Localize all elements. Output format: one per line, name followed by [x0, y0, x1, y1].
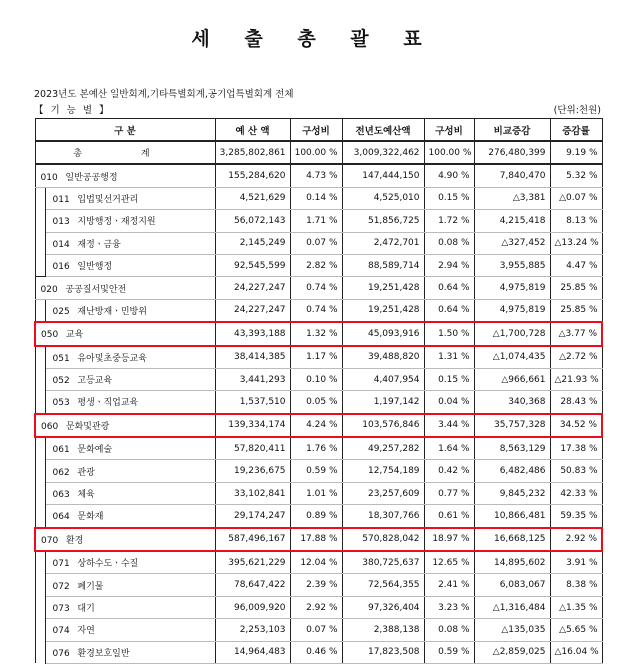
cell-budget: 2,145,249 [215, 232, 290, 254]
cell-prev-ratio: 0.08 % [424, 232, 474, 254]
row-code: 014 [52, 239, 70, 250]
row-indent [35, 254, 45, 276]
row-code: 013 [52, 217, 70, 228]
row-name: 지방행정ㆍ재정지원 [77, 217, 156, 228]
cell-rate: 4.47 % [550, 254, 602, 276]
row-name: 일반공공행정 [65, 172, 118, 183]
row-label [35, 528, 215, 551]
cell-budget: 29,174,247 [215, 505, 290, 528]
row-name: 자연 [77, 626, 95, 637]
row-indent [35, 232, 45, 254]
cell-prev: 49,257,282 [342, 437, 424, 460]
cell-budget: 24,227,247 [215, 277, 290, 299]
table-row-subcategory [35, 232, 602, 254]
cell-diff: 10,866,481 [474, 505, 550, 528]
row-name: 환경 [65, 535, 84, 546]
row-label [45, 368, 215, 390]
row-label [45, 551, 215, 574]
cell-prev-ratio: 0.77 % [424, 482, 474, 504]
cell-prev-ratio: 12.65 % [424, 551, 474, 574]
row-label [45, 574, 215, 596]
row-label [45, 232, 215, 254]
total-rate: 9.19 % [550, 141, 602, 164]
row-indent [35, 460, 45, 482]
row-label [45, 641, 215, 663]
cell-ratio: 0.59 % [290, 460, 342, 482]
cell-ratio: 2.39 % [290, 574, 342, 596]
row-label [45, 187, 215, 209]
header-budget: 예 산 액 [215, 119, 290, 142]
cell-prev: 19,251,428 [342, 277, 424, 299]
cell-prev-ratio: 2.94 % [424, 254, 474, 276]
row-label [45, 505, 215, 528]
cell-budget: 38,414,385 [215, 346, 290, 369]
cell-diff: 35,757,328 [474, 414, 550, 437]
cell-ratio: 0.05 % [290, 391, 342, 414]
cell-prev-ratio: 2.41 % [424, 574, 474, 596]
cell-ratio: 0.14 % [290, 187, 342, 209]
cell-rate: 25.85 % [550, 277, 602, 299]
cell-diff: 4,975,819 [474, 299, 550, 322]
row-name: 관광 [77, 467, 95, 478]
table-row-subcategory [35, 596, 602, 618]
row-code: 062 [52, 467, 70, 478]
cell-budget: 92,545,599 [215, 254, 290, 276]
unit-label: (단위:천원) [553, 105, 601, 116]
table-row-subcategory [35, 254, 602, 276]
cell-prev-ratio: 18.97 % [424, 528, 474, 551]
cell-rate: △1.35 % [550, 596, 602, 618]
row-code: 073 [52, 604, 70, 614]
cell-diff: 340,368 [474, 391, 550, 414]
table-row-subcategory [35, 460, 602, 482]
cell-budget: 33,102,841 [215, 482, 290, 504]
row-name: 유아및초중등교육 [77, 353, 147, 364]
row-name: 입법및선거관리 [77, 194, 139, 205]
cell-prev: 2,388,138 [342, 619, 424, 641]
cell-diff: 6,482,486 [474, 460, 550, 482]
total-ratio: 100.00 % [290, 141, 342, 164]
cell-budget: 1,537,510 [215, 391, 290, 414]
cell-budget: 14,964,483 [215, 641, 290, 663]
row-name: 문화및관광 [65, 421, 110, 432]
header-ratio: 구성비 [290, 119, 342, 142]
row-label [35, 414, 215, 437]
cell-prev: 2,472,701 [342, 232, 424, 254]
header-rate: 증감률 [550, 119, 602, 142]
row-code: 076 [52, 648, 70, 659]
budget-table [34, 118, 603, 664]
cell-prev: 88,589,714 [342, 254, 424, 276]
cell-rate: 2.92 % [550, 528, 602, 551]
total-diff: 276,480,399 [474, 141, 550, 164]
row-name: 교육 [65, 330, 84, 341]
cell-prev-ratio: 0.61 % [424, 505, 474, 528]
table-row-category [35, 277, 602, 299]
row-name: 재정ㆍ금융 [77, 239, 121, 250]
cell-rate: 25.85 % [550, 299, 602, 322]
table-row-subcategory [35, 437, 602, 460]
cell-diff: 16,668,125 [474, 528, 550, 551]
cell-rate: 3.91 % [550, 551, 602, 574]
cell-budget: 24,227,247 [215, 299, 290, 322]
row-label [45, 437, 215, 460]
table-row-subcategory [35, 210, 602, 232]
row-name: 환경보호일반 [77, 648, 130, 659]
cell-diff: 6,083,067 [474, 574, 550, 596]
table-row-subcategory [35, 391, 602, 414]
header-prev-ratio: 구성비 [424, 119, 474, 142]
cell-rate: 50.83 % [550, 460, 602, 482]
cell-prev: 147,444,150 [342, 164, 424, 187]
cell-prev: 17,823,508 [342, 641, 424, 663]
document-subtitle: 2023년도 본예산 일반회계,기타특별회계,공기업특별회계 전체 [34, 89, 294, 100]
cell-rate: 8.13 % [550, 210, 602, 232]
row-indent [35, 574, 45, 596]
row-code: 060 [41, 421, 59, 432]
row-name: 체육 [77, 490, 95, 501]
table-row-category [35, 414, 602, 437]
cell-ratio: 2.82 % [290, 254, 342, 276]
total-budget: 3,285,802,861 [215, 141, 290, 164]
cell-diff: 3,955,885 [474, 254, 550, 276]
cell-budget: 19,236,675 [215, 460, 290, 482]
cell-prev: 39,488,820 [342, 346, 424, 369]
row-label [45, 391, 215, 414]
row-name: 폐기물 [77, 581, 104, 592]
cell-diff: △135,035 [474, 619, 550, 641]
table-row-subcategory [35, 187, 602, 209]
total-label: 총 계 [35, 141, 215, 164]
cell-prev-ratio: 0.64 % [424, 277, 474, 299]
cell-budget: 56,072,143 [215, 210, 290, 232]
row-indent [35, 346, 45, 369]
row-indent [35, 210, 45, 232]
row-label [35, 164, 215, 187]
cell-prev: 4,525,010 [342, 187, 424, 209]
cell-budget: 395,621,229 [215, 551, 290, 574]
cell-ratio: 0.46 % [290, 641, 342, 663]
row-code: 020 [40, 284, 58, 295]
cell-budget: 78,647,422 [215, 574, 290, 596]
cell-prev: 570,828,042 [342, 528, 424, 551]
cell-ratio: 4.24 % [290, 414, 342, 437]
row-indent [35, 505, 45, 528]
cell-diff: △1,700,728 [474, 322, 550, 345]
row-name: 평생ㆍ직업교육 [77, 398, 139, 409]
cell-prev: 19,251,428 [342, 299, 424, 322]
cell-ratio: 17.88 % [290, 528, 342, 551]
cell-prev: 4,407,954 [342, 368, 424, 390]
cell-budget: 3,441,293 [215, 368, 290, 390]
table-row-subcategory [35, 368, 602, 390]
cell-diff: 8,563,129 [474, 437, 550, 460]
cell-rate: 17.38 % [550, 437, 602, 460]
cell-diff: △1,074,435 [474, 346, 550, 369]
row-label [45, 482, 215, 504]
cell-diff: 4,975,819 [474, 277, 550, 299]
table-row-subcategory [35, 619, 602, 641]
table-row-category [35, 164, 602, 187]
row-indent [35, 482, 45, 504]
cell-prev: 380,725,637 [342, 551, 424, 574]
row-indent [35, 596, 45, 618]
cell-diff: 9,845,232 [474, 482, 550, 504]
table-row-category [35, 528, 602, 551]
cell-rate: 59.35 % [550, 505, 602, 528]
cell-ratio: 2.92 % [290, 596, 342, 618]
cell-diff: 14,895,602 [474, 551, 550, 574]
cell-prev: 12,754,189 [342, 460, 424, 482]
row-code: 064 [52, 512, 70, 523]
header-category: 구 분 [35, 119, 215, 142]
row-name: 공공질서및안전 [65, 284, 127, 295]
cell-ratio: 0.89 % [290, 505, 342, 528]
cell-ratio: 0.07 % [290, 619, 342, 641]
row-code: 025 [52, 306, 70, 317]
cell-prev-ratio: 1.72 % [424, 210, 474, 232]
row-indent [35, 391, 45, 414]
total-row [35, 141, 602, 164]
total-prev-ratio: 100.00 % [424, 141, 474, 164]
cell-ratio: 1.01 % [290, 482, 342, 504]
table-row-subcategory [35, 346, 602, 369]
cell-prev-ratio: 0.04 % [424, 391, 474, 414]
row-name: 문화재 [77, 512, 104, 523]
cell-prev: 103,576,846 [342, 414, 424, 437]
row-indent [35, 368, 45, 390]
row-label [45, 596, 215, 618]
row-code: 010 [40, 172, 58, 183]
cell-rate: △5.65 % [550, 619, 602, 641]
cell-budget: 155,284,620 [215, 164, 290, 187]
row-code: 063 [52, 490, 70, 501]
cell-prev-ratio: 1.50 % [424, 322, 474, 345]
cell-budget: 2,253,103 [215, 619, 290, 641]
cell-ratio: 0.10 % [290, 368, 342, 390]
row-label [45, 619, 215, 641]
cell-diff: △2,859,025 [474, 641, 550, 663]
cell-diff: △3,381 [474, 187, 550, 209]
row-code: 071 [52, 559, 70, 570]
row-label [35, 277, 215, 299]
cell-prev-ratio: 0.15 % [424, 368, 474, 390]
cell-rate: △2.72 % [550, 346, 602, 369]
row-indent [35, 641, 45, 663]
cell-prev-ratio: 0.15 % [424, 187, 474, 209]
cell-ratio: 0.74 % [290, 299, 342, 322]
cell-diff: 4,215,418 [474, 210, 550, 232]
row-name: 대기 [77, 604, 95, 614]
cell-prev-ratio: 4.90 % [424, 164, 474, 187]
row-indent [35, 619, 45, 641]
table-row-subcategory [35, 482, 602, 504]
cell-diff: 7,840,470 [474, 164, 550, 187]
row-name: 문화예술 [77, 445, 113, 456]
row-label [45, 254, 215, 276]
cell-prev-ratio: 0.42 % [424, 460, 474, 482]
row-label [45, 299, 215, 322]
table-row-subcategory [35, 299, 602, 322]
header-compare: 비교증감 [474, 119, 550, 142]
cell-diff: △966,661 [474, 368, 550, 390]
cell-prev-ratio: 0.59 % [424, 641, 474, 663]
total-prev: 3,009,322,462 [342, 141, 424, 164]
cell-prev: 72,564,355 [342, 574, 424, 596]
row-code: 011 [52, 194, 70, 205]
section-label: 【 기 능 별 】 [34, 105, 111, 116]
row-indent [35, 437, 45, 460]
cell-budget: 139,334,174 [215, 414, 290, 437]
cell-ratio: 1.76 % [290, 437, 342, 460]
cell-ratio: 1.32 % [290, 322, 342, 345]
cell-ratio: 12.04 % [290, 551, 342, 574]
cell-rate: 34.52 % [550, 414, 602, 437]
row-code: 051 [52, 353, 70, 364]
row-indent [35, 299, 45, 322]
row-code: 016 [52, 262, 70, 273]
row-indent [35, 187, 45, 209]
cell-ratio: 0.74 % [290, 277, 342, 299]
row-code: 052 [52, 376, 70, 387]
cell-prev: 45,093,916 [342, 322, 424, 345]
cell-prev-ratio: 0.08 % [424, 619, 474, 641]
cell-rate: 42.33 % [550, 482, 602, 504]
row-code: 061 [52, 445, 70, 456]
page-title: 세 출 총 괄 표 [191, 28, 436, 50]
cell-budget: 587,496,167 [215, 528, 290, 551]
cell-prev-ratio: 1.64 % [424, 437, 474, 460]
row-indent [35, 551, 45, 574]
cell-prev: 23,257,609 [342, 482, 424, 504]
row-name: 고등교육 [77, 376, 113, 387]
table-row-subcategory [35, 505, 602, 528]
cell-prev: 51,856,725 [342, 210, 424, 232]
cell-budget: 4,521,629 [215, 187, 290, 209]
row-code: 053 [52, 398, 70, 409]
row-label [45, 346, 215, 369]
row-code: 074 [52, 626, 70, 637]
table-row-subcategory [35, 574, 602, 596]
table-row-category [35, 322, 602, 345]
table-row-subcategory [35, 641, 602, 663]
row-name: 재난방재ㆍ민방위 [77, 306, 147, 317]
cell-prev: 97,326,404 [342, 596, 424, 618]
row-code: 050 [41, 330, 59, 341]
cell-rate: 5.32 % [550, 164, 602, 187]
cell-diff: △327,452 [474, 232, 550, 254]
cell-prev: 1,197,142 [342, 391, 424, 414]
row-code: 072 [52, 581, 70, 592]
cell-rate: △16.04 % [550, 641, 602, 663]
header-prev-budget: 전년도예산액 [342, 119, 424, 142]
cell-rate: △0.07 % [550, 187, 602, 209]
cell-rate: 28.43 % [550, 391, 602, 414]
cell-prev-ratio: 3.23 % [424, 596, 474, 618]
cell-rate: △21.93 % [550, 368, 602, 390]
cell-budget: 43,393,188 [215, 322, 290, 345]
table-row-subcategory [35, 551, 602, 574]
cell-ratio: 1.17 % [290, 346, 342, 369]
cell-diff: △1,316,484 [474, 596, 550, 618]
row-label [35, 322, 215, 345]
cell-prev-ratio: 0.64 % [424, 299, 474, 322]
cell-rate: △3.77 % [550, 322, 602, 345]
cell-prev-ratio: 3.44 % [424, 414, 474, 437]
row-name: 일반행정 [77, 262, 113, 273]
cell-ratio: 4.73 % [290, 164, 342, 187]
cell-prev-ratio: 1.31 % [424, 346, 474, 369]
row-label [45, 460, 215, 482]
cell-rate: △13.24 % [550, 232, 602, 254]
row-code: 070 [41, 535, 59, 546]
cell-budget: 57,820,411 [215, 437, 290, 460]
row-label [45, 210, 215, 232]
cell-prev: 18,307,766 [342, 505, 424, 528]
row-name: 상하수도ㆍ수질 [77, 559, 139, 570]
cell-ratio: 0.07 % [290, 232, 342, 254]
cell-rate: 8.38 % [550, 574, 602, 596]
cell-ratio: 1.71 % [290, 210, 342, 232]
cell-budget: 96,009,920 [215, 596, 290, 618]
